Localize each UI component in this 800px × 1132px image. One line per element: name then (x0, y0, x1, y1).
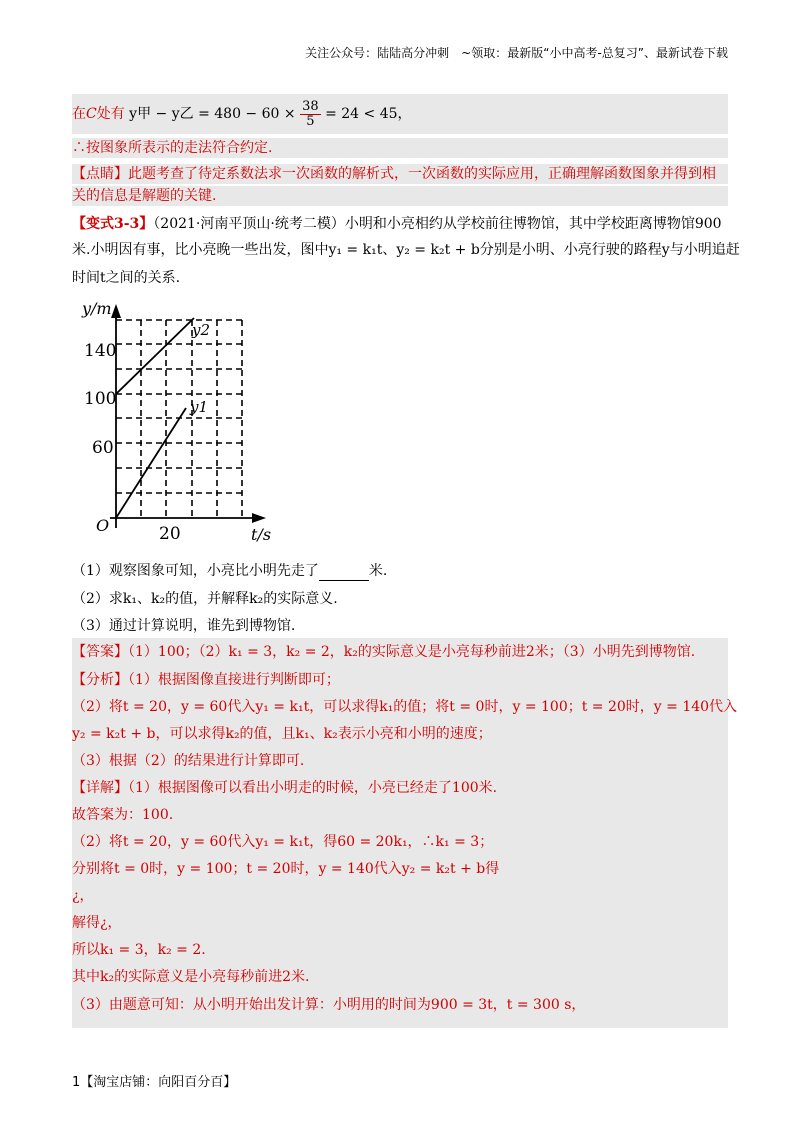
conclusion: ∴按图象所表示的走法符合约定. (72, 138, 728, 158)
page-footer: 1【淘宝店铺：向阳百分百】 (72, 1075, 237, 1090)
fenxi-line-2: （2）将t = 20，y = 60代入y₁ = k₁t，可以求得k₁的值；将t = 0时，y = 100；t = 20时，y = 140代入 (72, 699, 738, 715)
line-y1-label: y1 (190, 398, 209, 416)
xiangjie-line-6: 解得¿， (72, 915, 122, 931)
y-tick-140: 140 (84, 341, 117, 361)
bianshi-line-3: 时间t之间的关系. (72, 270, 181, 286)
fenxi-line-1: 【分析】（1）根据图像直接进行判断即可； (72, 672, 340, 688)
answer-blank (319, 566, 369, 581)
question-1: （1）观察图象可知，小亮比小明先走了 米. (72, 563, 388, 579)
fenxi-line-3: y₂ = k₂t + b，可以求得k₂的值，且k₁、k₂表示小亮和小明的速度； (72, 726, 492, 742)
xiangjie-line-2: 故答案为：100. (72, 807, 174, 823)
xiangjie-line-8: 其中k₂的实际意义是小亮每秒前进2米. (72, 969, 310, 985)
dianjing-line-1: 【点睛】此题考查了待定系数法求一次函数的解析式，一次函数的实际应用，正确理解函数图象并得到相 (72, 164, 728, 184)
origin-label: O (96, 516, 110, 535)
y-tick-60: 60 (92, 438, 114, 458)
xiangjie-line-9: （3）由题意可知：从小明开始出发计算：小明用的时间为900 = 3t，t = 300 s， (72, 997, 586, 1013)
answer-line: 【答案】（1）100；（2）k₁ = 3，k₂ = 2，k₂的实际意义是小亮每秒前进2米；（3）小明先到博物馆. (72, 644, 696, 660)
question-3: （3）通过计算说明，谁先到博物馆. (72, 618, 296, 634)
page-header: 关注公众号：陆陆高分冲刺 ~领取：最新版“小中高考-总复习”、最新试卷下载 (305, 46, 728, 60)
bianshi-line-2: 米.小明因有事，比小亮晚一些出发，图中y₁ = k₁t、y₂ = k₂t + b分别是小明、小亮行驶的路程y与小明追赶 (72, 242, 740, 258)
distance-time-graph (70, 296, 280, 546)
x-tick-20: 20 (159, 524, 181, 544)
line-y2-label: y2 (192, 321, 211, 339)
line-c: 在C处有 y甲 − y乙 = 480 − 60 × $\frac{38}{5}$ = 24 < 45， (72, 94, 728, 134)
question-2: （2）求k₁、k₂的值，并解释k₂的实际意义. (72, 591, 338, 607)
xiangjie-line-1: 【详解】（1）根据图像可以看出小明走的时候，小亮已经走了100米. (72, 780, 498, 796)
y-axis-arrow (111, 304, 121, 318)
xiangjie-line-7: 所以k₁ = 3，k₂ = 2. (72, 942, 206, 958)
fraction: $\frac{38}{5}$ (302, 98, 319, 129)
xiangjie-line-5: ¿， (72, 888, 94, 904)
line-y1 (116, 408, 186, 518)
y-axis-label: y/m (82, 299, 112, 318)
x-axis-label: t/s (251, 525, 272, 544)
bianshi-line-1: 【变式3-3】（2021·河南平顶山·统考二模）小明和小亮相约从学校前往博物馆，其中学校距离博物馆900 (72, 216, 722, 232)
xiangjie-line-3: （2）将t = 20，y = 60代入y₁ = k₁t，得60 = 20k₁，∴k₁ = 3； (72, 834, 494, 850)
x-axis-arrow (252, 513, 266, 523)
dianjing-line-2: 关的信息是解题的关键. (72, 186, 728, 206)
xiangjie-line-4: 分别将t = 0时，y = 100；t = 20时，y = 140代入y₂ = k₂t + b得 (72, 861, 500, 877)
line-y2 (116, 318, 194, 394)
fenxi-line-4: （3）根据（2）的结果进行计算即可. (72, 753, 305, 769)
y-tick-100: 100 (84, 389, 117, 409)
